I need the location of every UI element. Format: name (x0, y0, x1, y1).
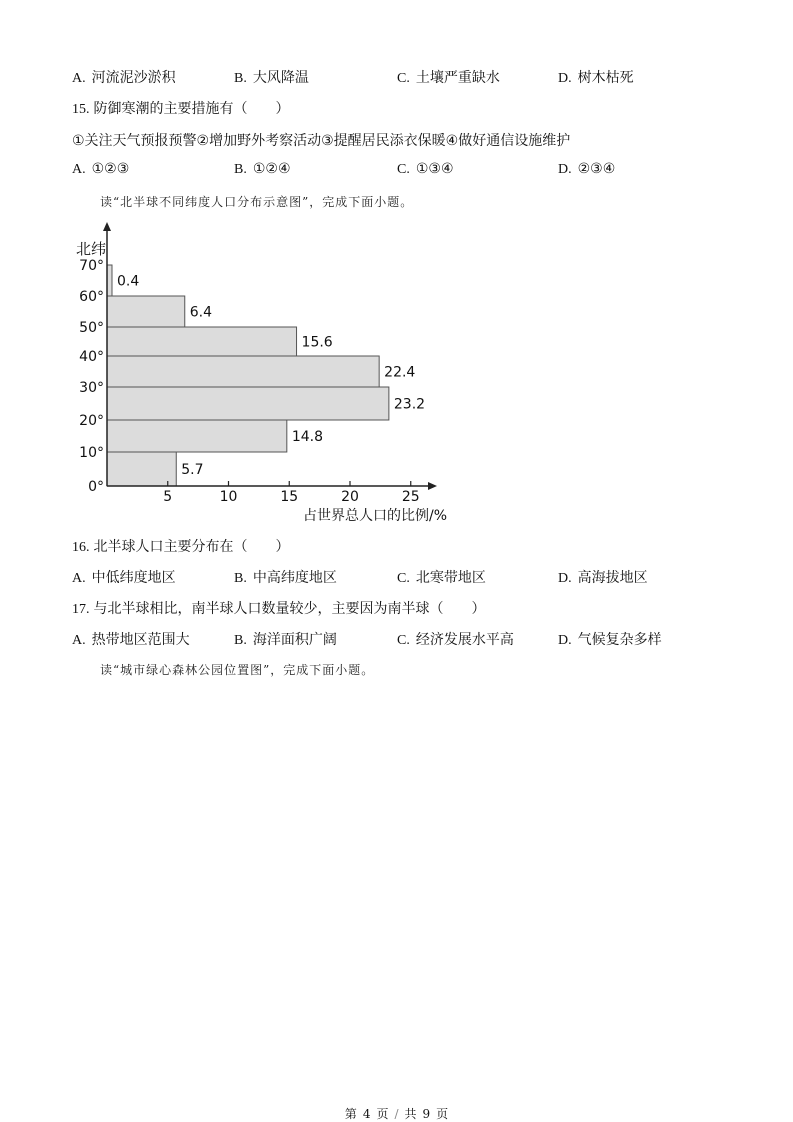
q15-option-a: A. ①②③ (72, 161, 130, 177)
q15-stem: 15. 防御寒潮的主要措施有（ ） (72, 101, 290, 117)
y-axis-label: 北纬 (76, 240, 107, 258)
x-axis-label: 占世界总人口的比例/% (303, 508, 448, 524)
bar-20°-30° (107, 387, 389, 420)
bar-30°-40° (107, 356, 379, 387)
x-tick-label: 15 (280, 489, 299, 505)
x-tick-label: 5 (163, 489, 173, 505)
q17-option-d: D. 气候复杂多样 (558, 632, 662, 648)
q14-option-d: D. 树木枯死 (558, 70, 634, 86)
x-ticks (163, 481, 419, 505)
x-tick-label: 25 (401, 489, 420, 505)
y-tick-label: 40° (79, 349, 104, 365)
q17-option-c: C. 经济发展水平高 (397, 632, 514, 648)
q16-option-b: B. 中高纬度地区 (234, 570, 337, 586)
total-pages: 9 (422, 1107, 431, 1121)
current-page-number: 4 (362, 1107, 371, 1121)
y-tick-label: 60° (79, 289, 104, 305)
bar-value-label: 5.7 (181, 462, 204, 478)
bar-value-label: 15.6 (301, 334, 333, 351)
y-tick-label: 50° (79, 320, 104, 336)
q17-option-b: B. 海洋面积广阔 (234, 632, 337, 648)
y-tick-label: 30° (79, 380, 104, 396)
q16-option-c: C. 北寒带地区 (397, 570, 486, 586)
y-tick-label: 0° (88, 479, 104, 495)
q15-option-d: D. ②③④ (558, 161, 616, 177)
y-axis-arrow-icon (103, 222, 111, 231)
bar-10°-20° (107, 420, 287, 452)
q16-option-d: D. 高海拔地区 (558, 570, 648, 586)
y-tick-label: 20° (79, 413, 104, 429)
bar-value-label: 6.4 (189, 304, 213, 321)
page-footer: 第 4 页 / 共 9 页 (344, 1107, 449, 1121)
q14-option-c: C. 土壤严重缺水 (397, 70, 500, 86)
bar-0°-10° (107, 452, 176, 486)
q15-statements: ①关注天气预报预警②增加野外考察活动③提醒居民添衣保暖④做好通信设施维护 (72, 133, 571, 149)
bar-value-label: 0.4 (117, 273, 140, 290)
population-latitude-chart (0, 0, 793, 540)
q15-option-c: C. ①③④ (397, 161, 454, 177)
q17-option-a: A. 热带地区范围大 (72, 632, 190, 648)
x-tick-label: 20 (341, 489, 359, 505)
bar-40°-50° (107, 327, 297, 356)
reading-prompt-2: 读“城市绿心森林公园位置图”，完成下面小题。 (100, 663, 375, 677)
bar-50°-60° (107, 296, 185, 327)
y-ticks (79, 258, 104, 495)
reading-prompt-1: 读“北半球不同纬度人口分布示意图”，完成下面小题。 (100, 195, 414, 209)
y-tick-label: 70° (79, 258, 104, 274)
q16-option-a: A. 中低纬度地区 (72, 570, 176, 586)
y-tick-label: 10° (79, 445, 104, 461)
bar-value-label: 22.4 (384, 364, 416, 381)
q17-stem: 17. 与北半球相比，南半球人口数量较少，主要因为南半球（ ） (72, 601, 486, 617)
x-axis-arrow-icon (428, 482, 437, 490)
q15-option-b: B. ①②④ (234, 161, 291, 177)
x-tick-label: 10 (219, 489, 238, 505)
bar-value-label: 23.2 (393, 396, 426, 413)
chart-bars (107, 265, 389, 486)
q14-option-a: A. 河流泥沙淤积 (72, 70, 176, 86)
q16-stem: 16. 北半球人口主要分布在（ ） (72, 539, 290, 555)
q14-option-b: B. 大风降温 (234, 70, 309, 86)
bar-value-label: 14.8 (291, 429, 323, 445)
